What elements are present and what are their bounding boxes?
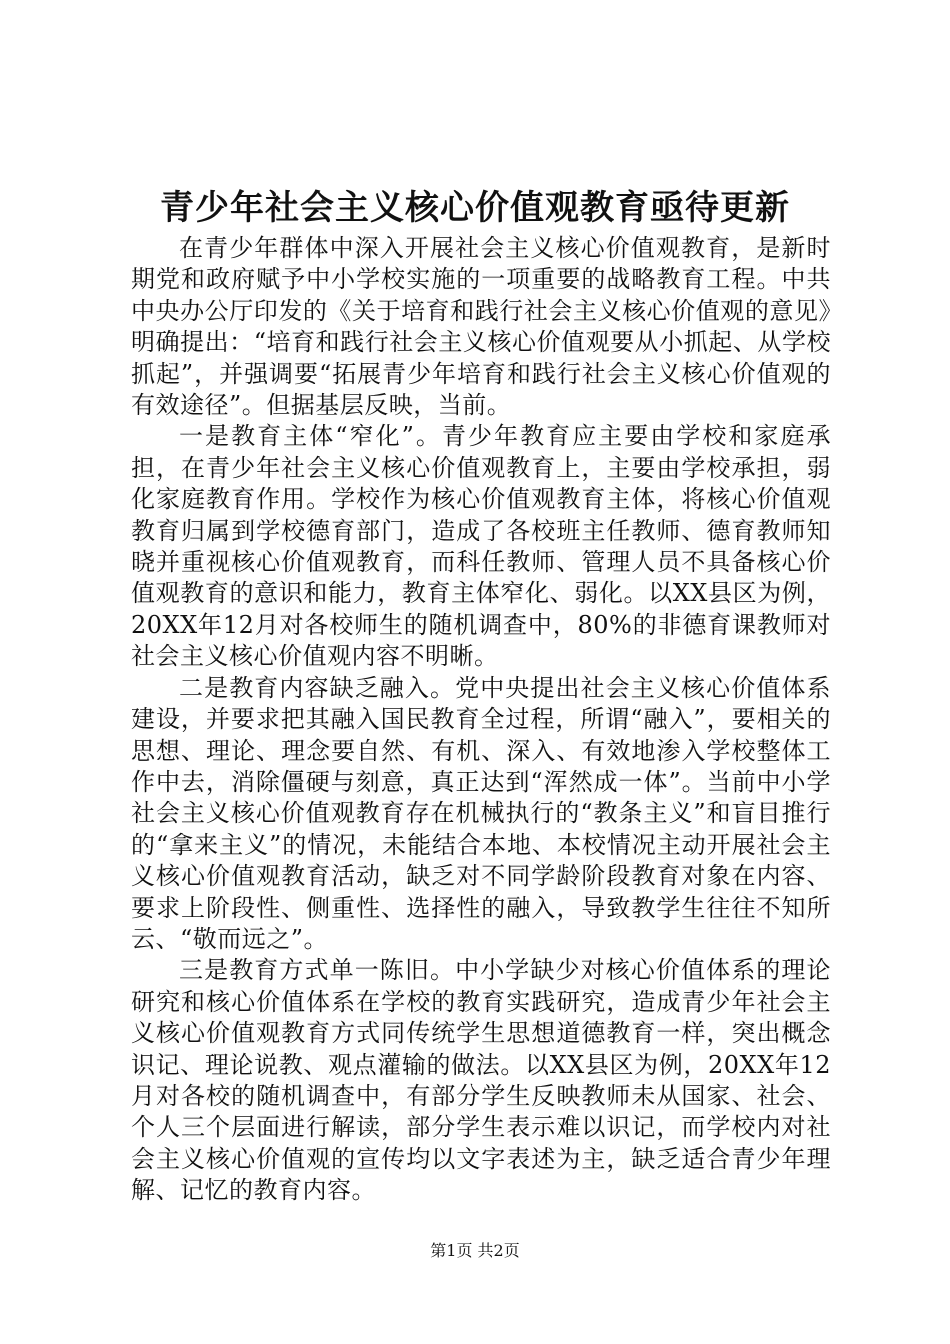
paragraph-point-one: 一是教育主体“窄化”。青少年教育应主要由学校和家庭承担，在青少年社会主义核心价值观教育上，主要由学校承担，弱化家庭教育作用。学校作为核心价值观教育主体，将核心价值观教育归属到学校德育部门，造成了各校班主任教师、德育教师知晓并重视核心价值观教育，而科任教师、管理人员不具备核心价值观教育的意识和能力，教育主体窄化、弱化。以XX县区为例，20XX年12月对各校师生的随机调查中，80%的非德育课教师对社会主义核心价值观内容不明晰。 [131, 422, 831, 671]
document-body [131, 233, 831, 1207]
paragraph-intro: 在青少年群体中深入开展社会主义核心价值观教育，是新时期党和政府赋予中小学校实施的一项重要的战略教育工程。中共中央办公厅印发的《关于培育和践行社会主义核心价值观的意见》明确提出：“培育和践行社会主义核心价值观要从小抓起、从学校抓起”，并强调要“拓展青少年培育和践行社会主义核心价值观的有效途径”。但据基层反映，当前。 [131, 234, 831, 420]
page-number-footer: 第1页 共2页 [430, 1241, 520, 1260]
paragraph-point-three: 三是教育方式单一陈旧。中小学缺少对核心价值体系的理论研究和核心价值体系在学校的教育实践研究，造成青少年社会主义核心价值观教育方式同传统学生思想道德教育一样，突出概念识记、理论说教、观点灌输的做法。以XX县区为例，20XX年12月对各校的随机调查中，有部分学生反映教师未从国家、社会、个人三个层面进行解读，部分学生表示难以识记，而学校内对社会主义核心价值观的宣传均以文字表述为主，缺乏适合青少年理解、记忆的教育内容。 [131, 956, 831, 1205]
paragraph-point-two: 二是教育内容缺乏融入。党中央提出社会主义核心价值体系建设，并要求把其融入国民教育全过程，所谓“融入”，要相关的思想、理论、理念要自然、有机、深入、有效地渗入学校整体工作中去，消除僵硬与刻意，真正达到“浑然成一体”。当前中小学社会主义核心价值观教育存在机械执行的“教条主义”和盲目推行的“拿来主义”的情况，未能结合本地、本校情况主动开展社会主义核心价值观教育活动，缺乏对不同学龄阶段教育对象在内容、要求上阶段性、侧重性、选择性的融入，导致教学生往往不知所云、“敬而远之”。 [131, 673, 831, 953]
document-title: 青少年社会主义核心价值观教育亟待更新 [160, 188, 790, 228]
